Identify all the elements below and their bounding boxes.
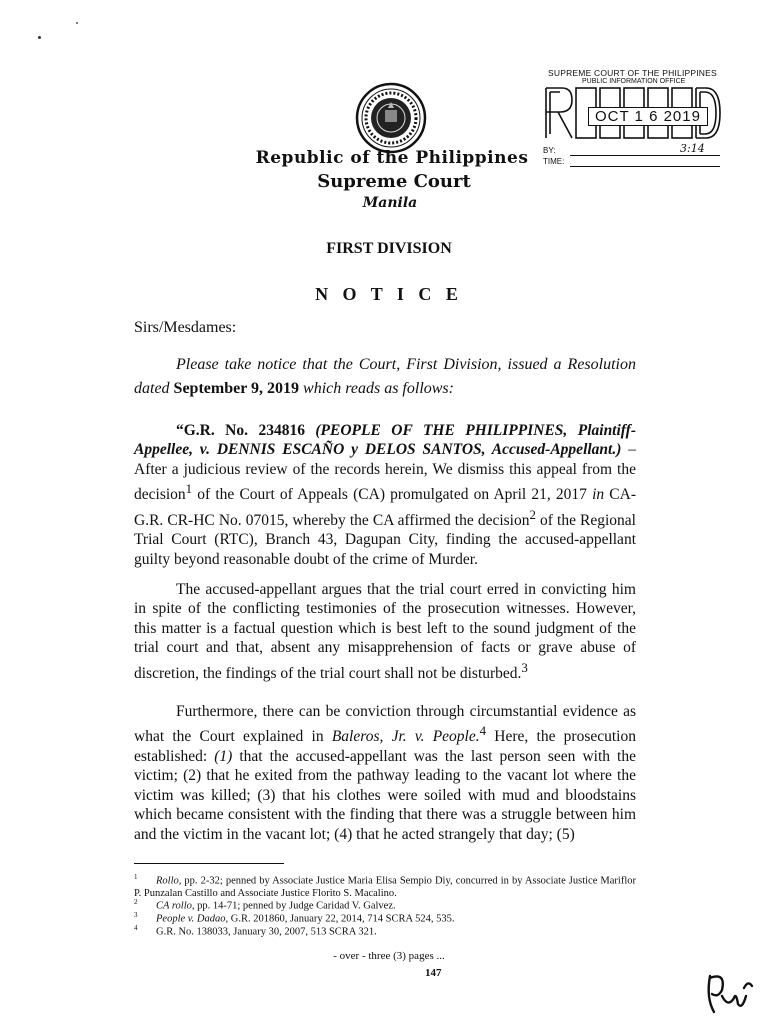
footnote-source: Rollo, <box>156 875 182 887</box>
footnote-source: CA rollo, <box>156 900 195 912</box>
stamp-time-value: 3:14 <box>680 142 705 155</box>
footnote-number: 3 <box>134 911 138 919</box>
paragraph-1-text-b: of the Court of Appeals (CA) promulgated on April 21, 2017 <box>192 486 593 504</box>
paragraph-1 <box>134 421 636 569</box>
header-city: Manila <box>362 195 418 211</box>
paragraph-3-text-a: Furthermore, there can be conviction through circumstantial evidence as what the Court explained in <box>134 703 636 746</box>
stamp-by-label: BY: <box>543 146 556 155</box>
paragraph-3-text-c: that the accused-appellant was the last person seen with the victim; (2) that he exited from the pathway leading to the vacant lot where the victim was killed; (3) that his clothes were soiled with mud and bloodstains which became consistent with the finding that there was a struggle between him and the victim in the vacant lot; (4) that he acted strangely that day; (5) <box>134 747 636 843</box>
paragraph-1-text-c: CA-G.R. CR-HC No. 07015, whereby the CA affirmed the decision <box>134 486 637 529</box>
footnote-text: pp. 14-71; penned by Judge Caridad V. Galvez. <box>194 900 396 912</box>
footnote-ref-2: 2 <box>529 506 536 522</box>
paragraph-3-text-b: Here, the prosecution established: <box>134 728 636 765</box>
intro-tail: which reads as follows: <box>303 380 454 397</box>
stamp-organization: SUPREME COURT OF THE PHILIPPINES <box>548 68 717 78</box>
notice-title: N O T I C E <box>315 284 463 304</box>
footnote-ref-4: 4 <box>479 723 487 739</box>
stamp-date: OCT 1 6 2019 <box>588 107 708 126</box>
paragraph-1-text-d: of the Regional Trial Court (RTC), Branch 43, Dagupan City, finding the accused-appellant guilty beyond reasonable doubt of the crime of Murder. <box>134 511 636 568</box>
paragraph-2 <box>134 580 636 683</box>
page-number: 147 <box>425 967 442 979</box>
stamp-time-label: TIME: <box>543 157 565 166</box>
footnote-number: 4 <box>134 924 138 932</box>
scan-speck <box>38 36 41 39</box>
division-title: FIRST DIVISION <box>326 240 452 257</box>
stamp-office: PUBLIC INFORMATION OFFICE <box>582 78 686 85</box>
salutation: Sirs/Mesdames: <box>134 319 237 336</box>
paragraph-1-in: in <box>592 486 605 504</box>
scan-speck <box>76 22 78 24</box>
handwritten-initials-icon <box>700 968 760 1018</box>
footnote-text: pp. 2-32; penned by Associate Justice Maria Elisa Sempio Diy, concurred in by Associate Justice Mariflor P. Punzalan Castillo and Associate Justice Florito S. Macalino. <box>134 875 636 899</box>
footnote-number: 2 <box>134 898 138 906</box>
footnote-divider <box>134 863 284 864</box>
footnote-ref-1: 1 <box>185 481 193 497</box>
header-court: Supreme Court <box>317 171 471 192</box>
footnote-4 <box>134 922 636 939</box>
footnote-number: 1 <box>134 873 138 881</box>
case-number: “G.R. No. 234816 <box>176 422 305 439</box>
supreme-court-seal-icon <box>355 82 427 154</box>
resolution-date: September 9, 2019 <box>173 380 300 397</box>
paragraph-3 <box>134 702 636 844</box>
footnote-text: G.R. No. 138033, January 30, 2007, 513 SCRA 321. <box>156 926 377 938</box>
footnote-text: G.R. 201860, January 22, 2014, 714 SCRA 524, 535. <box>228 913 455 925</box>
footnote-source: People v. Dadao, <box>156 913 229 925</box>
enumeration-1: (1) <box>214 747 233 765</box>
header-republic: Republic of the Philippines <box>255 148 529 168</box>
page-continuation: - over - three (3) pages ... <box>333 950 445 962</box>
cited-case: Baleros, Jr. v. People. <box>331 728 480 746</box>
intro-text: Please take notice that the Court, First Division, issued a Resolution dated <box>134 356 636 397</box>
footnote-ref-3: 3 <box>521 659 528 675</box>
paragraph-2-text: The accused-appellant argues that the trial court erred in convicting him in spite of the conflicting testimonies of the prosecution witnesses. However, this matter is a factual question which is best left to the sound judgment of the trial court and that, absent any misapprehension of facts or grave abuse of discretion, the findings of the trial court shall not be disturbed. <box>134 581 636 682</box>
case-parties: (PEOPLE OF THE PHILIPPINES, Plaintiff-Appellee, v. DENNIS ESCAÑO y DELOS SANTOS, Accused-Appellant.) <box>134 422 637 459</box>
paragraph-1-text-a: – After a judicious review of the records herein, We dismiss this appeal from the decision <box>134 441 637 504</box>
intro-paragraph <box>134 353 636 401</box>
